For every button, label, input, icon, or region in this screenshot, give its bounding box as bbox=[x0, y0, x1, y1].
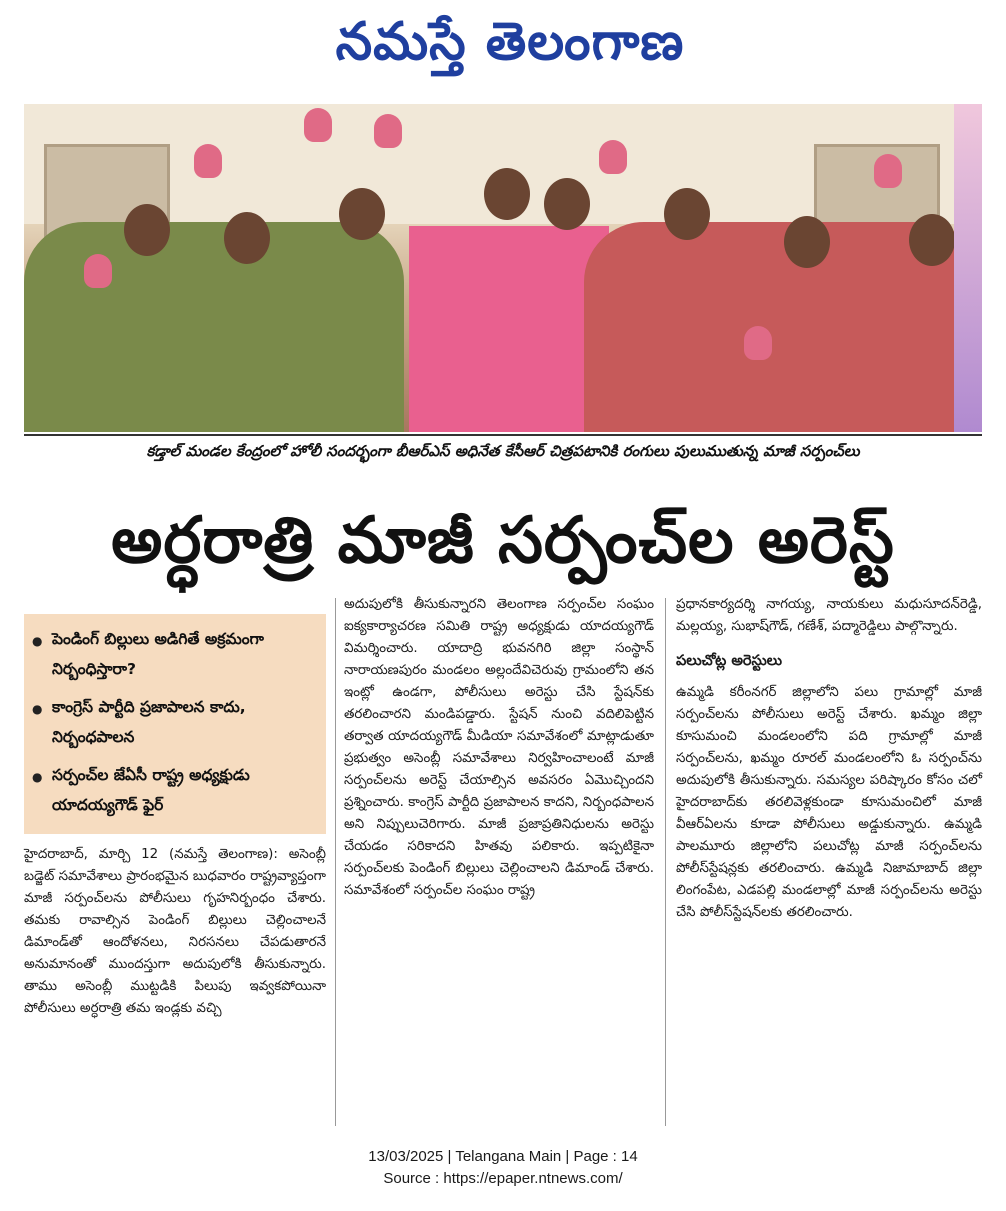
crowd-left bbox=[24, 222, 404, 432]
highlight-item bbox=[32, 760, 318, 820]
raised-hand bbox=[874, 154, 902, 188]
article-column-3 bbox=[676, 594, 982, 1128]
bullet-icon: ● bbox=[32, 634, 43, 648]
raised-hand bbox=[599, 140, 627, 174]
article-paragraph: హైదరాబాద్, మార్చి 12 (నమస్తే తెలంగాణ): అసెంబ్లీ బడ్జెట్ సమావేశాలు ప్రారంభమైన బుధవారం రాష్ట్రవ్యాప్తంగా మాజీ సర్పంచ్‌లను పోలీసులు గృహనిర్బంధం చేశారు. తమకు రావాల్సిన పెండింగ్ బిల్లులు చెల్లించాలనే డిమాండ్‌తో ఆందోళనలు, నిరసనలు చేపడుతారనే అనుమానంతో ముందస్తుగా అదుపులోకి తీసుకున్నారు. తాము అసెంబ్లీ ముట్టడికి పిలుపు ఇవ్వకపోయినా పోలీసులు అర్ధరాత్రి తమ ఇండ్లకు వచ్చి bbox=[24, 847, 326, 1016]
person-head bbox=[909, 214, 955, 266]
highlight-item bbox=[32, 692, 318, 752]
article-column-1 bbox=[24, 844, 326, 1128]
person-head bbox=[124, 204, 170, 256]
headline: అర్ధరాత్రి మాజీ సర్పంచ్‌ల అరెస్ట్ bbox=[111, 504, 895, 578]
page-footer bbox=[200, 1146, 806, 1190]
article-paragraph: ప్రధానకార్యదర్శి నాగయ్య, నాయకులు మధుసూదన్‌రెడ్డి, మల్లయ్య, సుభాష్‌గౌడ్, గణేశ్, పద్మారెడ్డిలు పాల్గొన్నారు. bbox=[676, 597, 982, 634]
bullet-icon: ● bbox=[32, 770, 43, 784]
photo-caption: కడ్తాల్ మండల కేంద్రంలో హోలీ సందర్భంగా బీఆర్ఎస్ అధినేత కేసీఆర్ చిత్రపటానికి రంగులు పులుముతున్న మాజీ సర్పంచ్‌లు bbox=[146, 442, 860, 460]
raised-hand bbox=[744, 326, 772, 360]
footer-edition-info: 13/03/2025 | Telangana Main | Page : 14 bbox=[368, 1148, 638, 1165]
highlight-item bbox=[32, 624, 318, 684]
highlight-text: సర్పంచ్‌ల జేఏసీ రాష్ట్ర అధ్యక్షుడు యాదయ్యగౌడ్ ఫైర్ bbox=[52, 766, 250, 814]
footer-source-link[interactable]: Source : https://epaper.ntnews.com/ bbox=[383, 1170, 623, 1187]
article-paragraph: ఉమ్మడి కరీంనగర్ జిల్లాలోని పలు గ్రామాల్లో మాజీ సర్పంచ్‌లను పోలీసులు అరెస్ట్ చేశారు. ఖమ్మం జిల్లా కూసుమంచి మండలంలోని పది గ్రామాల్లో మాజీ సర్పంచ్‌లను, ఖమ్మం రూరల్ మండలంలోని ఓ సర్పంచ్‌ను అదుపులోకి తీసుకున్నారు. సమస్యల పరిష్కారం కోసం చలో హైదరాబాద్‌కు తరలివెళ్లకుండా కూసుమంచిలో మాజీ వీఆర్ఏలను కూడా పోలీసులు అడ్డుకున్నారు. ఉమ్మడి పాలమూరు జిల్లాలోని పలుచోట్ల మాజీ సర్పంచ్‌లను పోలీస్‌స్టేషన్లకు తరలించారు. ఉమ్మడి నిజామాబాద్ జిల్లా లింగంపేట, ఎడపల్లి మండలాల్లో మాజీ సర్పంచ్‌లను అరెస్టు చేసి పోలీస్‌స్టేషన్‌లకు తరలించారు. bbox=[676, 685, 982, 920]
person-head bbox=[339, 188, 385, 240]
newspaper-masthead: నమస్తే తెలంగాణ bbox=[335, 12, 685, 72]
raised-hand bbox=[84, 254, 112, 288]
highlight-text: కాంగ్రెస్ పార్టీది ప్రజాపాలన కాదు, నిర్బంధపాలన bbox=[52, 698, 246, 746]
raised-hand bbox=[374, 114, 402, 148]
column-divider bbox=[335, 598, 336, 1126]
news-photo bbox=[24, 104, 982, 432]
column-divider bbox=[665, 598, 666, 1126]
person-head bbox=[484, 168, 530, 220]
bullet-icon: ● bbox=[32, 702, 43, 716]
raised-hand bbox=[194, 144, 222, 178]
person-head bbox=[784, 216, 830, 268]
raised-hand bbox=[304, 108, 332, 142]
person-head bbox=[544, 178, 590, 230]
leader-portrait-banner bbox=[409, 226, 609, 432]
photo-edge-stripe bbox=[954, 104, 982, 432]
highlight-text: పెండింగ్ బిల్లులు అడిగితే అక్రమంగా నిర్బంధిస్తారా? bbox=[52, 630, 264, 678]
article-column-2 bbox=[344, 594, 654, 1128]
person-head bbox=[224, 212, 270, 264]
subheading: పలుచోట్ల అరెస్టులు bbox=[676, 653, 783, 669]
article-paragraph: అదుపులోకి తీసుకున్నారని తెలంగాణ సర్పంచ్‌ల సంఘం ఐక్యకార్యాచరణ సమితి రాష్ట్ర అధ్యక్షుడు యాదయ్యగౌడ్ విమర్శించారు. యాదాద్రి భువనగిరి జిల్లా సంస్థాన్ నారాయణపురం మండలం అల్లందేవిచెరువు గ్రామంలోని తన ఇంట్లో ఉండగా, పోలీసులు అరెస్టు చేసి స్టేషన్‌కు తరలించారని మండిపడ్డారు. స్టేషన్ నుంచి వదిలిపెట్టిన తర్వాత యాదయ్యగౌడ్ మీడియా సమావేశంలో మాట్లాడుతూ ప్రభుత్వం అసెంబ్లీ సమావేశాలు నిర్వహించాలంటే మాజీ సర్పంచ్‌లను అరెస్ట్ చేయాల్సిన అవసరం ఏమొచ్చిందని ప్రశ్నించారు. కాంగ్రెస్ పార్టీది ప్రజాపాలన కాదని, నిర్బంధపాలన అని నిప్పులుచెరిగారు. మాజీ ప్రజాప్రతినిధులను అరెస్టు చేయడం సరికాదని హితవు పలికారు. ఇప్పటికైనా సర్పంచ్‌లకు పెండింగ్ బిల్లులు చెల్లించాలని డిమాండ్ చేశారు. సమావేశంలో సర్పంచ్‌ల సంఘం రాష్ట్ర bbox=[344, 597, 654, 898]
highlights-box bbox=[24, 614, 326, 834]
person-head bbox=[664, 188, 710, 240]
